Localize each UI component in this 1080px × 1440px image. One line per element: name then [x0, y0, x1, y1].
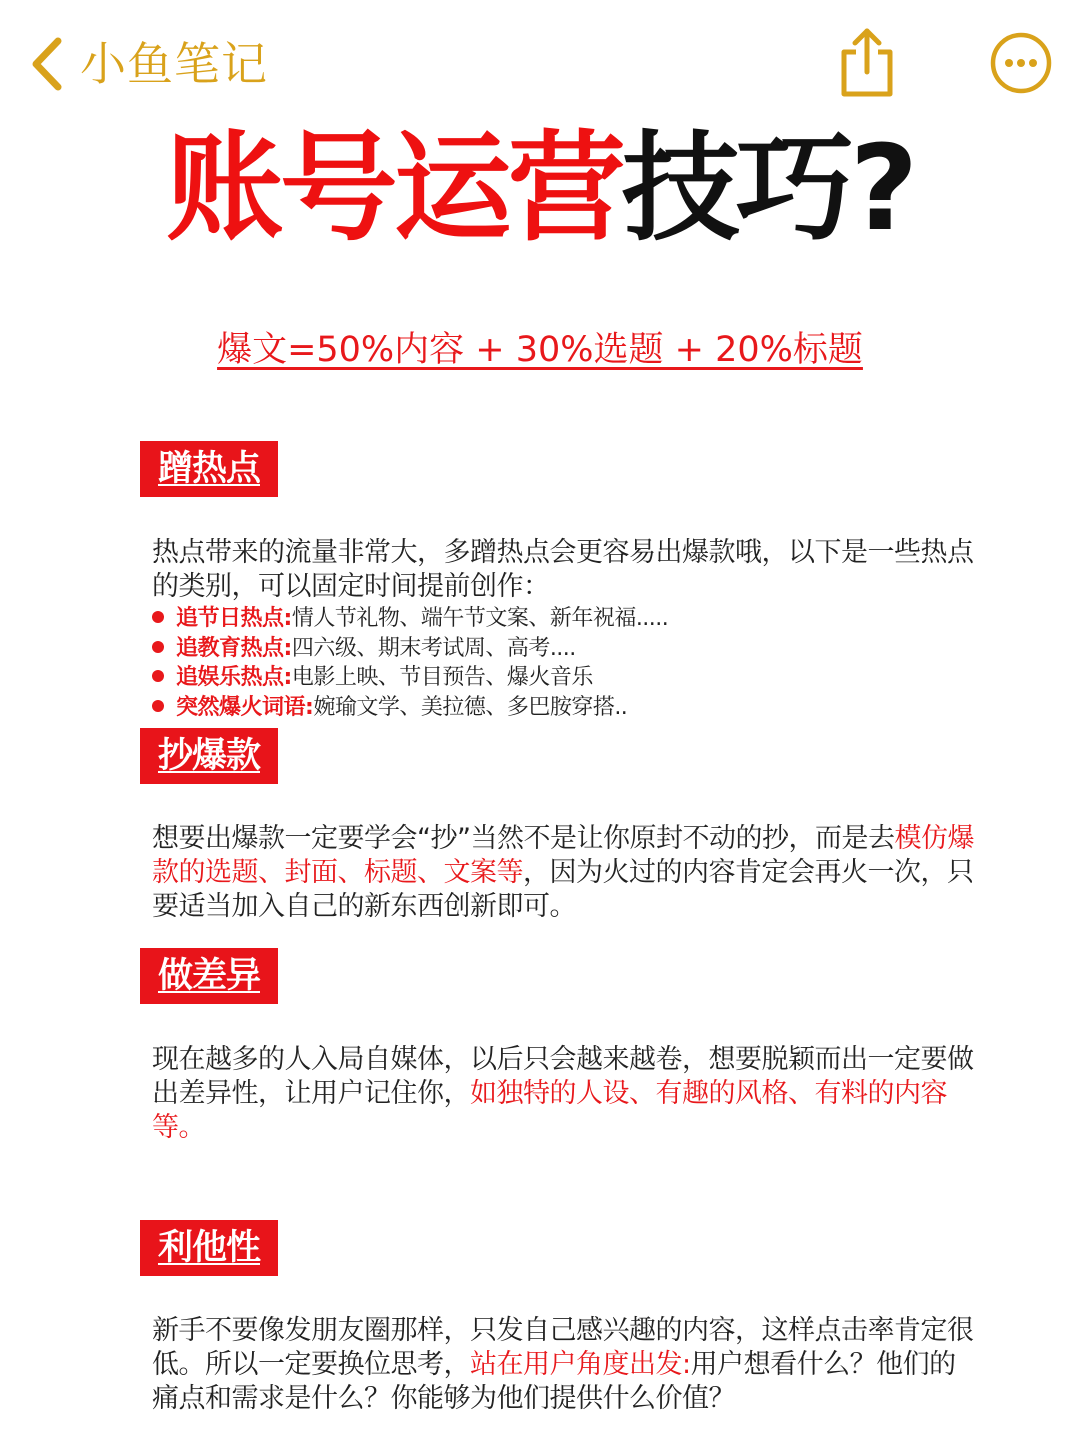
headline-red: 账号运营 [165, 119, 622, 257]
nav-title: 小鱼笔记 [80, 37, 268, 91]
body-text: 新手不要像发朋友圈那样，只发自己感兴趣的内容，这样点击率肯定很低。所以一定要换位思考， [152, 1315, 974, 1380]
hotspot-bullet-list [152, 604, 982, 722]
bullet-label: 突然爆火词语: [176, 694, 314, 720]
bullet-label: 追教育热点: [176, 635, 292, 661]
bullet-dot-icon [152, 700, 164, 712]
list-item [152, 604, 982, 634]
list-item [152, 693, 982, 723]
page-headline [0, 118, 1080, 258]
bullet-dot-icon [152, 611, 164, 623]
chevron-left-icon [28, 35, 68, 93]
section-tag-copy-hits: 抄爆款 [140, 728, 278, 784]
bullet-text: 情人节礼物、端午节文案、新年祝福..... [291, 606, 669, 631]
body-text: 用户想看什么？他们的痛点和需求是什么？你能够为他们提供什么价值？ [152, 1349, 956, 1414]
section-tag-hotspot: 蹭热点 [140, 441, 278, 497]
section-tag-altruism: 利他性 [140, 1220, 278, 1276]
bullet-text: 婉瑜文学、美拉德、多巴胺穿搭.. [313, 694, 628, 720]
section-intro-hotspot: 热点带来的流量非常大，多蹭热点会更容易出爆款哦，以下是一些热点的类别，可以固定时间提前创作： [152, 537, 974, 602]
bullet-label: 追节日热点: [176, 606, 292, 631]
back-button[interactable] [28, 34, 268, 94]
formula-line: 爆文=50%内容 + 30%选题 + 20%标题 [217, 330, 863, 370]
bullet-dot-icon [152, 670, 164, 682]
list-item [152, 634, 982, 664]
bullet-text: 电影上映、节目预告、爆火音乐 [291, 665, 593, 690]
section-body-altruism [152, 1314, 982, 1416]
section-body-copy-hits [152, 822, 982, 924]
bullet-text: 四六级、期末考试周、高考.... [291, 635, 576, 661]
list-item [152, 663, 982, 693]
body-text: 现在越多的人入局自媒体，以后只会越来越卷，想要脱颖而出一定要做出差异性，让用户记住你， [152, 1044, 974, 1109]
body-text: ，因为火过的内容肯定会再火一次，只要适当加入自己的新东西创新即可。 [152, 857, 974, 922]
bullet-label: 追娱乐热点: [176, 665, 292, 690]
bullet-dot-icon [152, 641, 164, 653]
more-icon[interactable] [990, 32, 1052, 94]
headline-black: 技巧? [621, 119, 915, 257]
share-icon[interactable] [836, 26, 898, 98]
highlight-text: 站在用户角度出发: [470, 1349, 691, 1380]
highlight-text: 如独特的人设、有趣的风格、有料的内容等。 [152, 1078, 947, 1143]
highlight-text: 模仿爆款的选题、封面、标题、文案等 [152, 823, 974, 888]
section-body-differentiate [152, 1043, 982, 1145]
body-text: 想要出爆款一定要学会“抄”当然不是让你原封不动的抄，而是去 [152, 823, 895, 854]
section-tag-differentiate: 做差异 [140, 948, 278, 1004]
